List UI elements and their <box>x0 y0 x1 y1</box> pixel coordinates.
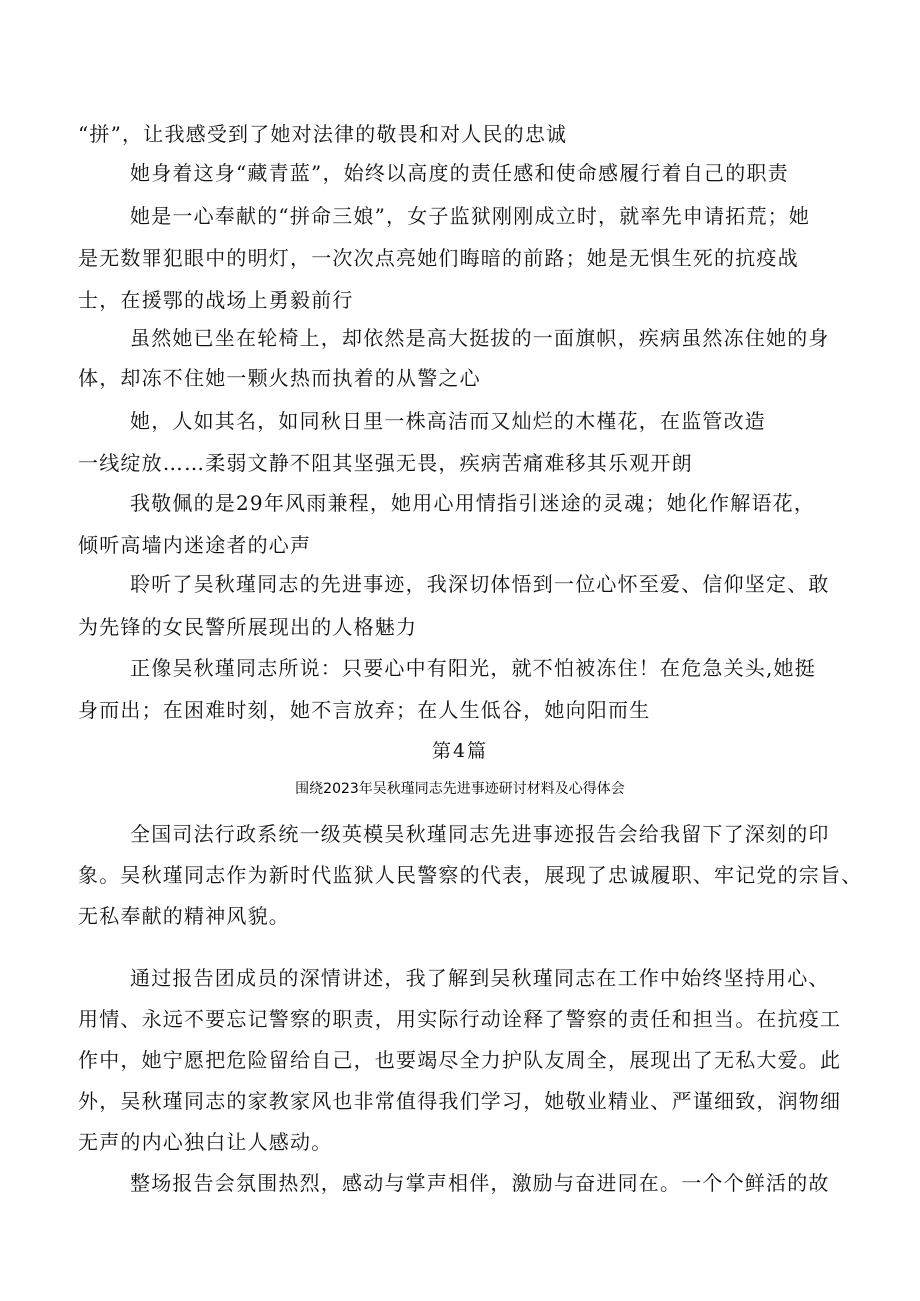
paragraph-line: 正像吴秋瑾同志所说：只要心中有阳光，就不怕被冻住！在危急关头,她挺 <box>130 656 816 680</box>
paragraph-line: 我敬佩的是29年风雨兼程，她用心用情指引迷途的灵魂；她化作解语花， <box>130 491 816 515</box>
paragraph-line: 通过报告团成员的深情讲述，我了解到吴秋瑾同志在工作中始终坚持用心、 <box>130 966 830 990</box>
paragraph-line: 是无数罪犯眼中的明灯，一次次点亮她们晦暗的前路；她是无惧生死的抗疫战 <box>78 246 799 270</box>
paragraph-line: “拼”，让我感受到了她对法律的敬畏和对人民的忠诚 <box>78 122 568 146</box>
paragraph-line: 整场报告会氛围热烈，感动与掌声相伴，激励与奋进同在。一个个鲜活的故 <box>130 1171 830 1195</box>
paragraph-line: 士，在援鄂的战场上勇毅前行 <box>78 288 354 312</box>
paragraph-line: 外，吴秋瑾同志的家教家风也非常值得我们学习，她敬业精业、严谨细致，润物细 <box>78 1089 842 1113</box>
paragraph-line: 她，人如其名，如同秋日里一株高洁而又灿烂的木槿花，在监管改造 <box>130 409 766 433</box>
paragraph-line: 她是一心奉献的“拼命三娘”，女子监狱刚刚成立时，就率先申请拓荒；她 <box>130 204 811 228</box>
paragraph-line: 聆听了吴秋瑾同志的先进事迹，我深切体悟到一位心怀至爱、信仰坚定、敢 <box>130 572 830 596</box>
article-title: 围绕2023年吴秋瑾同志先进事迹研讨材料及心得体会 <box>295 781 625 797</box>
paragraph-line: 她身着这身“藏青蓝”，始终以高度的责任感和使命感履行着自己的职责 <box>130 161 789 185</box>
paragraph-line: 身而出；在困难时刻，她不言放弃；在人生低谷，她向阳而生 <box>78 698 651 722</box>
paragraph-line: 一线绽放……柔弱文静不阻其坚强无畏，疾病苦痛难移其乐观开朗 <box>78 451 693 475</box>
paragraph-line: 无声的内心独白让人感动。 <box>78 1130 333 1154</box>
section-label: 第4篇 <box>431 740 489 762</box>
paragraph-line: 倾听高墙内迷途者的心声 <box>78 533 312 557</box>
paragraph-line: 用情、永远不要忘记警察的职责，用实际行动诠释了警察的责任和担当。在抗疫工 <box>78 1007 842 1031</box>
paragraph-line: 作中，她宁愿把危险留给自己，也要竭尽全力护队友周全，展现出了无私大爱。此 <box>78 1048 842 1072</box>
paragraph-line: 无私奉献的精神风貌。 <box>78 904 290 928</box>
paragraph-line: 为先锋的女民警所展现出的人格魅力 <box>78 615 418 639</box>
paragraph-line: 象。吴秋瑾同志作为新时代监狱人民警察的代表，展现了忠诚履职、牢记党的宗旨、 <box>78 863 863 887</box>
paragraph-line: 全国司法行政系统一级英模吴秋瑾同志先进事迹报告会给我留下了深刻的印 <box>130 822 830 846</box>
paragraph-line: 虽然她已坐在轮椅上，却依然是高大挺拔的一面旗帜，疾病虽然冻住她的身 <box>130 326 830 350</box>
paragraph-line: 体，却冻不住她一颗火热而执着的从警之心 <box>78 366 481 390</box>
